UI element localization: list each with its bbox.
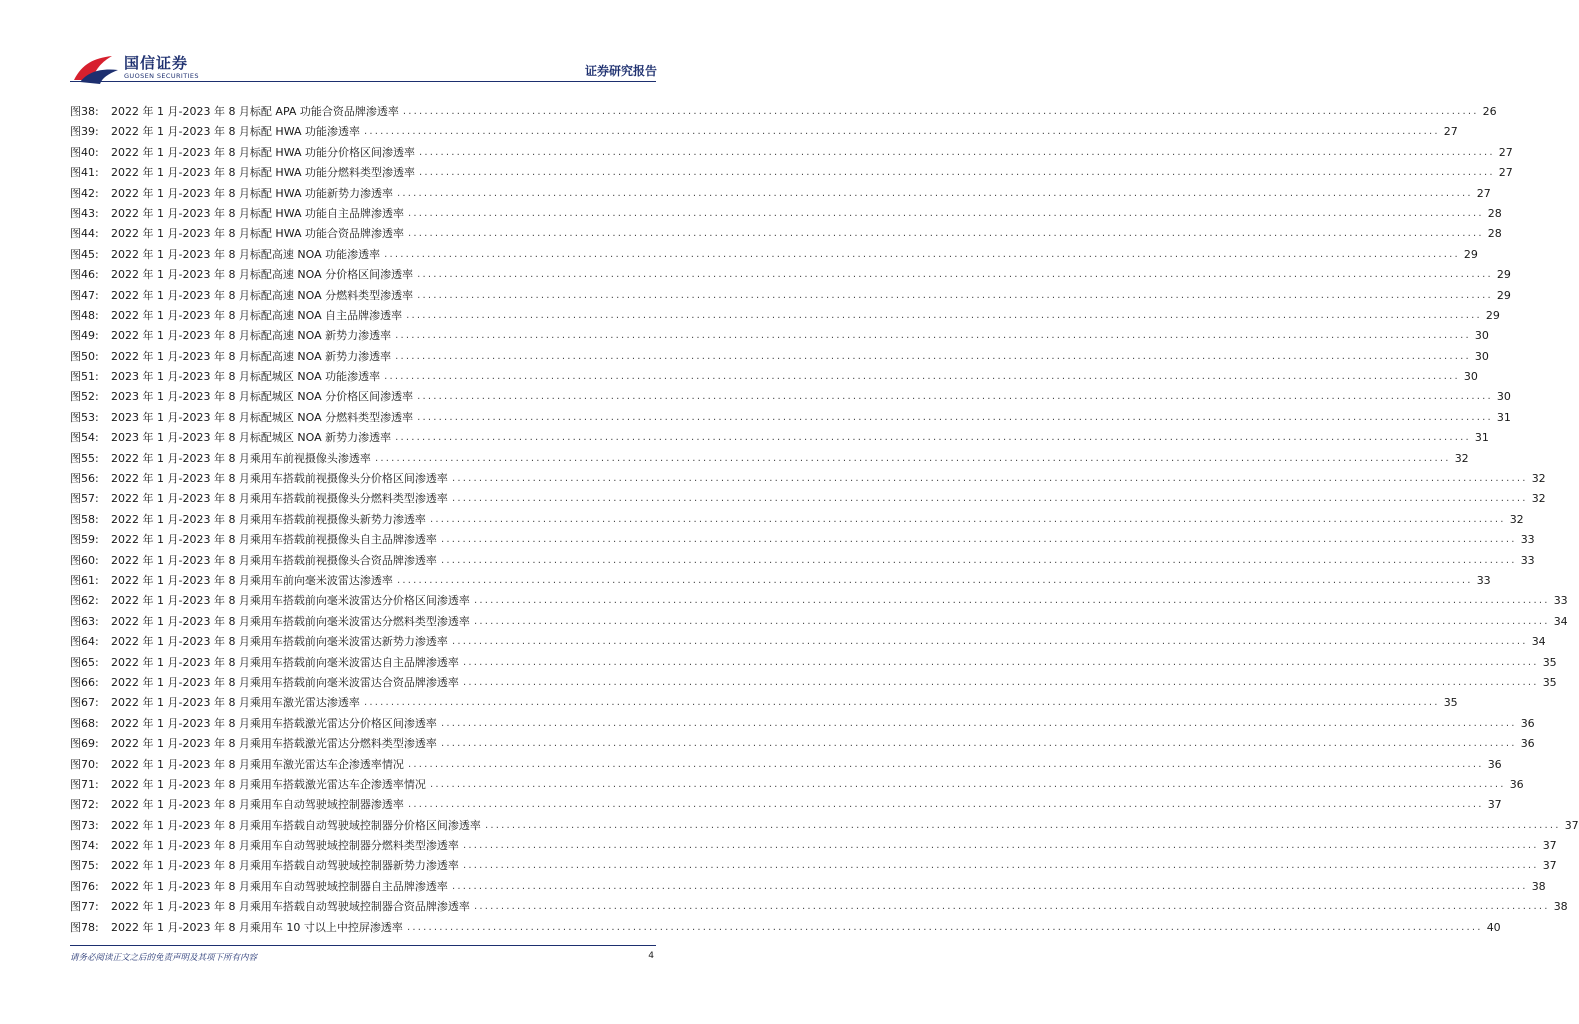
toc-dot-leader: ........................................................................................................................................................................................................ [395,330,1471,342]
toc-page-number: 30 [1496,390,1511,404]
toc-figure-title: 2022 年 1 月-2023 年 8 月标配 HWA 功能合资品牌渗透率 [111,227,404,241]
toc-figure-label: 图49: [70,329,99,343]
toc-page-number: 27 [1443,125,1458,139]
toc-dot-leader: ........................................................................................................................................................................................................ [462,840,1539,852]
toc-figure-label: 图77: [70,900,99,914]
toc-figure-title: 2022 年 1 月-2023 年 8 月乘用车 10 寸以上中控屏渗透率 [111,920,403,934]
toc-figure-label: 图42: [70,186,99,200]
toc-entry[interactable] [70,735,1535,755]
toc-dot-leader: ........................................................................................................................................................................................................ [451,493,1528,505]
toc-figure-label: 图72: [70,798,99,812]
toc-page-number: 40 [1486,920,1501,934]
toc-page-number: 35 [1443,696,1458,710]
toc-figure-title: 2022 年 1 月-2023 年 8 月乘用车搭载前视摄像头分燃料类型渗透率 [111,492,448,506]
toc-entry[interactable] [70,613,1568,633]
toc-figure-title: 2023 年 1 月-2023 年 8 月标配城区 NOA 功能渗透率 [111,370,381,384]
toc-figure-label: 图66: [70,675,99,689]
toc-figure-title: 2022 年 1 月-2023 年 8 月乘用车激光雷达渗透率 [111,696,360,710]
toc-page-number: 27 [1498,166,1513,180]
page-number: 4 [648,951,654,961]
footer-disclaimer: 请务必阅读正文之后的免责声明及其项下所有内容 [70,953,258,963]
toc-page-number: 33 [1520,553,1535,567]
toc-dot-leader: ........................................................................................................................................................................................................ [429,778,1506,790]
toc-entry[interactable] [70,470,1546,490]
toc-dot-leader: ........................................................................................................................................................................................................ [407,799,1484,811]
toc-entry[interactable] [70,654,1557,674]
toc-page-number: 26 [1482,105,1497,118]
toc-page-number: 30 [1474,329,1489,343]
toc-entry[interactable] [70,185,1491,205]
toc-entry[interactable] [70,164,1513,184]
toc-dot-leader: ........................................................................................................................................................................................................ [429,513,1506,525]
toc-figure-label: 图55: [70,451,99,465]
toc-figure-label: 图41: [70,166,99,180]
toc-entry[interactable] [70,878,1546,898]
toc-dot-leader: ........................................................................................................................................................................................................ [364,126,1440,138]
toc-page-number: 27 [1476,186,1491,200]
toc-page-number: 34 [1553,614,1568,628]
toc-page-number: 32 [1531,472,1546,486]
toc-entry[interactable] [70,674,1557,694]
toc-page-number: 30 [1474,349,1489,363]
toc-dot-leader: ........................................................................................................................................................................................................ [384,248,1460,260]
toc-page-number: 31 [1474,431,1489,445]
toc-figure-label: 图43: [70,206,99,220]
toc-page-number: 37 [1564,818,1579,832]
toc-page-number: 32 [1454,451,1469,465]
toc-figure-label: 图56: [70,472,99,486]
toc-dot-leader: ........................................................................................................................................................................................................ [417,289,1493,301]
toc-dot-leader: ........................................................................................................................................................................................................ [440,717,1517,729]
toc-entry[interactable] [70,511,1524,531]
toc-page-number: 37 [1487,798,1502,812]
toc-figure-title: 2022 年 1 月-2023 年 8 月标配 HWA 功能新势力渗透率 [111,186,393,200]
toc-figure-label: 图52: [70,390,99,404]
toc-dot-leader: ........................................................................................................................................................................................................ [396,574,1473,586]
toc-page-number: 32 [1531,492,1546,506]
toc-figure-label: 图74: [70,839,99,853]
toc-figure-title: 2022 年 1 月-2023 年 8 月标配高速 NOA 自主品牌渗透率 [111,308,403,322]
toc-figure-label: 图71: [70,777,99,791]
toc-figure-label: 图54: [70,431,99,445]
toc-figure-label: 图63: [70,614,99,628]
toc-figure-label: 图53: [70,410,99,424]
toc-figure-title: 2022 年 1 月-2023 年 8 月乘用车搭载前视摄像头自主品牌渗透率 [111,533,437,547]
toc-figure-label: 图57: [70,492,99,506]
toc-entry[interactable] [70,388,1511,408]
toc-dot-leader: ........................................................................................................................................................................................................ [407,758,1484,770]
toc-page-number: 29 [1463,247,1478,261]
toc-entry[interactable] [70,225,1502,245]
toc-figure-title: 2022 年 1 月-2023 年 8 月标配 HWA 功能分价格区间渗透率 [111,145,415,159]
toc-entry[interactable] [70,633,1546,653]
toc-dot-leader: ........................................................................................................................................................................................................ [417,391,1493,403]
toc-entry[interactable] [70,429,1489,449]
toc-figure-title: 2022 年 1 月-2023 年 8 月乘用车搭载前视摄像头新势力渗透率 [111,512,426,526]
toc-figure-title: 2022 年 1 月-2023 年 8 月标配 HWA 功能自主品牌渗透率 [111,206,404,220]
toc-figure-label: 图60: [70,553,99,567]
toc-page-number: 37 [1542,839,1557,853]
toc-dot-leader: ........................................................................................................................................................................................................ [408,228,1484,240]
toc-figure-label: 图65: [70,655,99,669]
toc-entry[interactable] [70,694,1458,714]
footer-divider [70,945,656,946]
toc-figure-label: 图61: [70,573,99,587]
toc-figure-title: 2023 年 1 月-2023 年 8 月标配城区 NOA 分价格区间渗透率 [111,390,414,404]
toc-page-number: 28 [1487,227,1502,241]
toc-dot-leader: ........................................................................................................................................................................................................ [462,676,1539,688]
toc-entry[interactable] [70,715,1535,735]
toc-dot-leader: ........................................................................................................................................................................................................ [417,411,1493,423]
toc-page-number: 33 [1520,533,1535,547]
toc-dot-leader: ........................................................................................................................................................................................................ [451,636,1528,648]
toc-figure-label: 图64: [70,635,99,649]
toc-figure-label: 图58: [70,512,99,526]
toc-figure-title: 2022 年 1 月-2023 年 8 月乘用车搭载前向毫米波雷达分燃料类型渗透率 [111,614,470,628]
toc-dot-leader: ........................................................................................................................................................................................................ [473,595,1550,607]
toc-page-number: 36 [1487,757,1502,771]
toc-figure-label: 图59: [70,533,99,547]
toc-entry[interactable] [70,287,1511,307]
toc-figure-title: 2022 年 1 月-2023 年 8 月标配高速 NOA 功能渗透率 [111,247,381,261]
toc-entry[interactable] [70,450,1469,470]
toc-dot-leader: ........................................................................................................................................................................................................ [406,309,1482,321]
toc-figure-label: 图69: [70,737,99,751]
header-divider [70,81,656,82]
toc-figure-label: 图50: [70,349,99,363]
toc-figure-title: 2022 年 1 月-2023 年 8 月标配高速 NOA 新势力渗透率 [111,329,392,343]
toc-figure-title: 2022 年 1 月-2023 年 8 月乘用车搭载自动驾驶域控制器分价格区间渗透率 [111,818,481,832]
toc-page-number: 36 [1509,777,1524,791]
toc-figure-title: 2022 年 1 月-2023 年 8 月乘用车前视摄像头渗透率 [111,451,371,465]
toc-figure-title: 2022 年 1 月-2023 年 8 月乘用车搭载前向毫米波雷达自主品牌渗透率 [111,655,459,669]
toc-figure-label: 图48: [70,308,99,322]
toc-page-number: 30 [1463,370,1478,384]
toc-figure-label: 图47: [70,288,99,302]
toc-entry[interactable] [70,368,1478,388]
logo-text-en: GUOSEN SECURITIES [124,72,199,80]
toc-figure-title: 2023 年 1 月-2023 年 8 月标配城区 NOA 分燃料类型渗透率 [111,410,414,424]
toc-page-number: 38 [1553,900,1568,914]
toc-figure-title: 2022 年 1 月-2023 年 8 月标配 HWA 功能分燃料类型渗透率 [111,166,415,180]
toc-page-number: 35 [1542,655,1557,669]
toc-entry[interactable] [70,348,1489,368]
toc-entry[interactable] [70,307,1500,327]
toc-figure-label: 图46: [70,268,99,282]
toc-dot-leader: ........................................................................................................................................................................................................ [384,371,1460,383]
toc-figure-title: 2022 年 1 月-2023 年 8 月乘用车搭载激光雷达分价格区间渗透率 [111,716,437,730]
toc-page-number: 37 [1542,859,1557,873]
toc-figure-title: 2022 年 1 月-2023 年 8 月乘用车自动驾驶域控制器渗透率 [111,798,404,812]
toc-figure-label: 图73: [70,818,99,832]
toc-entry[interactable] [70,592,1568,612]
toc-entry[interactable] [70,246,1478,266]
toc-entry[interactable] [70,123,1458,143]
toc-figure-label: 图67: [70,696,99,710]
toc-figure-label: 图45: [70,247,99,261]
toc-figure-title: 2022 年 1 月-2023 年 8 月乘用车搭载前向毫米波雷达分价格区间渗透率 [111,594,470,608]
toc-page-number: 29 [1496,288,1511,302]
toc-dot-leader: ........................................................................................................................................................................................................ [473,615,1550,627]
toc-page-number: 36 [1520,737,1535,751]
toc-figure-title: 2022 年 1 月-2023 年 8 月标配高速 NOA 分燃料类型渗透率 [111,288,414,302]
toc-entry[interactable] [70,817,1579,837]
toc-dot-leader: ........................................................................................................................................................................................................ [440,738,1517,750]
toc-dot-leader: ........................................................................................................................................................................................................ [451,473,1528,485]
toc-figure-title: 2022 年 1 月-2023 年 8 月标配高速 NOA 新势力渗透率 [111,349,392,363]
toc-dot-leader: ........................................................................................................................................................................................................ [395,432,1471,444]
toc-entry[interactable] [70,531,1535,551]
toc-figure-title: 2022 年 1 月-2023 年 8 月乘用车搭载自动驾驶域控制器合资品牌渗透率 [111,900,470,914]
toc-entry[interactable] [70,756,1502,776]
toc-page-number: 27 [1498,145,1513,159]
toc-dot-leader: ........................................................................................................................................................................................................ [462,656,1539,668]
toc-page-number: 36 [1520,716,1535,730]
toc-entry[interactable] [70,409,1511,429]
toc-entry[interactable] [70,552,1535,572]
toc-entry[interactable] [70,572,1491,592]
toc-page-number: 34 [1531,635,1546,649]
toc-page-number: 31 [1496,410,1511,424]
toc-figure-title: 2022 年 1 月-2023 年 8 月乘用车激光雷达车企渗透率情况 [111,757,404,771]
toc-dot-leader: ........................................................................................................................................................................................................ [402,106,1479,117]
toc-figure-title: 2022 年 1 月-2023 年 8 月乘用车搭载前向毫米波雷达合资品牌渗透率 [111,675,459,689]
toc-figure-label: 图38: [70,105,99,118]
toc-dot-leader: ........................................................................................................................................................................................................ [363,697,1440,709]
toc-page-number: 28 [1487,206,1502,220]
toc-entry[interactable] [70,266,1511,286]
toc-figure-label: 图51: [70,370,99,384]
toc-dot-leader: ........................................................................................................................................................................................................ [374,452,1451,464]
toc-figure-title: 2023 年 1 月-2023 年 8 月标配城区 NOA 新势力渗透率 [111,431,392,445]
toc-figure-title: 2022 年 1 月-2023 年 8 月乘用车搭载前视摄像头合资品牌渗透率 [111,553,437,567]
toc-entry[interactable] [70,898,1568,918]
toc-page-number: 29 [1496,268,1511,282]
toc-page-number: 38 [1531,879,1546,893]
toc-entry[interactable] [70,796,1502,816]
toc-dot-leader: ........................................................................................................................................................................................................ [462,860,1539,872]
toc-entry[interactable] [70,857,1557,877]
toc-dot-leader: ........................................................................................................................................................................................................ [406,921,1483,933]
figure-index-list [70,103,1579,939]
toc-page-number: 32 [1509,512,1524,526]
toc-figure-title: 2022 年 1 月-2023 年 8 月乘用车自动驾驶域控制器分燃料类型渗透率 [111,839,459,853]
toc-figure-label: 图68: [70,716,99,730]
toc-page-number: 33 [1476,573,1491,587]
logo-text-cn: 国信证券 [124,54,189,72]
toc-dot-leader: ........................................................................................................................................................................................................ [417,269,1493,281]
toc-figure-title: 2022 年 1 月-2023 年 8 月标配 HWA 功能渗透率 [111,125,360,139]
toc-dot-leader: ........................................................................................................................................................................................................ [451,880,1528,892]
toc-dot-leader: ........................................................................................................................................................................................................ [395,350,1471,362]
toc-dot-leader: ........................................................................................................................................................................................................ [419,146,1495,158]
toc-figure-label: 图78: [70,920,99,934]
toc-dot-leader: ........................................................................................................................................................................................................ [473,901,1550,913]
toc-dot-leader: ........................................................................................................................................................................................................ [440,534,1517,546]
toc-dot-leader: ........................................................................................................................................................................................................ [408,207,1484,219]
toc-dot-leader: ........................................................................................................................................................................................................ [397,187,1473,199]
toc-entry[interactable] [70,205,1502,225]
toc-figure-label: 图70: [70,757,99,771]
toc-page-number: 35 [1542,675,1557,689]
toc-dot-leader: ........................................................................................................................................................................................................ [419,167,1495,179]
report-type-label: 证券研究报告 [584,64,657,78]
toc-figure-title: 2022 年 1 月-2023 年 8 月乘用车搭载自动驾驶域控制器新势力渗透率 [111,859,459,873]
toc-figure-label: 图44: [70,227,99,241]
toc-entry[interactable] [70,103,1497,123]
toc-figure-label: 图40: [70,145,99,159]
toc-figure-title: 2022 年 1 月-2023 年 8 月乘用车自动驾驶域控制器自主品牌渗透率 [111,879,448,893]
toc-figure-title: 2022 年 1 月-2023 年 8 月乘用车搭载前向毫米波雷达新势力渗透率 [111,635,448,649]
toc-figure-title: 2022 年 1 月-2023 年 8 月乘用车搭载激光雷达分燃料类型渗透率 [111,737,437,751]
toc-entry[interactable] [70,490,1546,510]
toc-figure-title: 2022 年 1 月-2023 年 8 月标配高速 NOA 分价格区间渗透率 [111,268,414,282]
toc-entry[interactable] [70,837,1557,857]
toc-entry[interactable] [70,327,1489,347]
toc-dot-leader: ........................................................................................................................................................................................................ [440,554,1517,566]
toc-figure-label: 图39: [70,125,99,139]
toc-figure-label: 图62: [70,594,99,608]
toc-figure-title: 2022 年 1 月-2023 年 8 月乘用车搭载前视摄像头分价格区间渗透率 [111,472,448,486]
toc-page-number: 33 [1553,594,1568,608]
toc-figure-label: 图76: [70,879,99,893]
toc-figure-label: 图75: [70,859,99,873]
toc-page-number: 29 [1485,308,1500,322]
toc-figure-title: 2022 年 1 月-2023 年 8 月乘用车前向毫米波雷达渗透率 [111,573,393,587]
toc-entry[interactable] [70,144,1513,164]
toc-entry[interactable] [70,776,1524,796]
toc-dot-leader: ........................................................................................................................................................................................................ [484,819,1561,831]
toc-figure-title: 2022 年 1 月-2023 年 8 月标配 APA 功能合资品牌渗透率 [111,105,399,118]
toc-entry[interactable] [70,919,1501,939]
toc-figure-title: 2022 年 1 月-2023 年 8 月乘用车搭载激光雷达车企渗透率情况 [111,777,426,791]
page-header [0,0,724,90]
